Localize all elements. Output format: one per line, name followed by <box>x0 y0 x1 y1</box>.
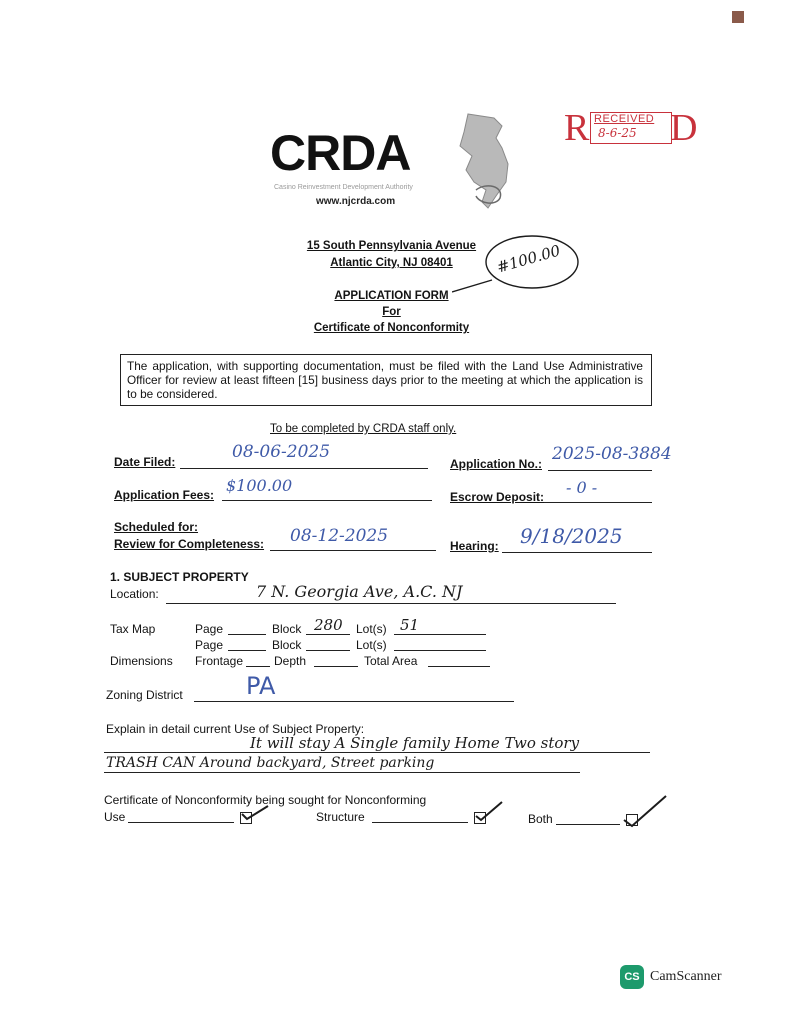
current-use-line-1[interactable]: It will stay A Single family Home Two story <box>250 734 580 752</box>
notice-text: The application, with supporting documentation, must be filed with the Land Use Administrative Officer for review at least fifteen [15] business days prior to the meeting at which the application is to be considered. <box>127 359 643 401</box>
staff-only-header: To be completed by CRDA staff only. <box>270 423 457 435</box>
form-title-for: For <box>382 306 401 318</box>
both-option-label: Both <box>528 812 553 826</box>
address-line-1: 15 South Pennsylvania Avenue <box>306 240 477 252</box>
total-area-label: Total Area <box>364 654 418 668</box>
application-no-value[interactable]: 2025-08-3884 <box>552 444 672 464</box>
block-label-1: Block <box>272 622 302 636</box>
fee-note <box>452 228 582 298</box>
location-label: Location: <box>110 587 159 601</box>
scheduled-for-label: Scheduled for: <box>114 520 199 534</box>
use-checkmark-icon <box>240 804 270 822</box>
crda-tagline: Casino Reinvestment Development Authority <box>274 184 413 191</box>
zoning-district-label: Zoning District <box>106 688 183 702</box>
page-label-1: Page <box>195 622 224 636</box>
both-checkmark-icon <box>622 794 668 830</box>
application-no-label: Application No.: <box>450 457 542 471</box>
review-completeness-value[interactable]: 08-12-2025 <box>290 526 389 546</box>
hearing-value[interactable]: 9/18/2025 <box>520 524 623 548</box>
notice-box <box>120 354 652 406</box>
fee-note-text: #100.00 <box>494 241 563 277</box>
escrow-deposit-label: Escrow Deposit: <box>450 490 545 504</box>
page-label-2: Page <box>195 638 224 652</box>
subject-property-heading: 1. SUBJECT PROPERTY <box>110 570 249 584</box>
received-stamp: R D RECEIVED 8-6-25 <box>564 107 698 149</box>
application-fees-label: Application Fees: <box>114 488 215 502</box>
date-filed-value[interactable]: 08-06-2025 <box>232 442 331 462</box>
crda-logo <box>268 112 508 212</box>
hearing-label: Hearing: <box>450 539 499 553</box>
form-title-subject: Certificate of Nonconformity <box>313 322 470 334</box>
tax-map-label: Tax Map <box>110 622 156 636</box>
block-label-2: Block <box>272 638 302 652</box>
escrow-deposit-value[interactable]: - 0 - <box>566 478 598 497</box>
form-title: APPLICATION FORM <box>334 290 449 302</box>
corner-marker <box>732 11 744 23</box>
review-completeness-label: Review for Completeness: <box>114 537 265 551</box>
camscanner-logo-icon: CS <box>620 965 644 989</box>
frontage-label: Frontage <box>195 654 244 668</box>
structure-checkmark-icon <box>474 800 504 824</box>
received-stamp-word: RECEIVED <box>594 113 655 125</box>
address-line-2: Atlantic City, NJ 08401 <box>330 257 453 269</box>
current-use-line-2[interactable]: TRASH CAN Around backyard, Street parking <box>106 755 435 771</box>
current-use-label: Explain in detail current Use of Subject Property: <box>106 722 365 736</box>
location-value[interactable]: 7 N. Georgia Ave, A.C. NJ <box>256 582 463 601</box>
use-option-label: Use <box>104 810 126 824</box>
date-filed-label: Date Filed: <box>114 455 176 469</box>
block-value[interactable]: 280 <box>314 616 343 634</box>
lots-label-2: Lot(s) <box>356 638 387 652</box>
application-fees-value[interactable]: $100.00 <box>226 476 293 495</box>
crda-wordmark: CRDA <box>270 125 411 181</box>
zoning-district-value[interactable]: PA <box>246 672 276 700</box>
structure-option-label: Structure <box>316 810 365 824</box>
received-stamp-date: 8-6-25 <box>598 126 637 140</box>
depth-label: Depth <box>274 654 307 668</box>
crda-website: www.njcrda.com <box>316 196 396 207</box>
new-jersey-map-icon <box>446 112 516 212</box>
dimensions-label: Dimensions <box>110 654 173 668</box>
lots-label-1: Lot(s) <box>356 622 387 636</box>
lots-value[interactable]: 51 <box>400 616 420 634</box>
camscanner-label: CamScanner <box>650 969 722 984</box>
certificate-sought-label: Certificate of Nonconformity being sought for Nonconforming <box>104 793 427 807</box>
